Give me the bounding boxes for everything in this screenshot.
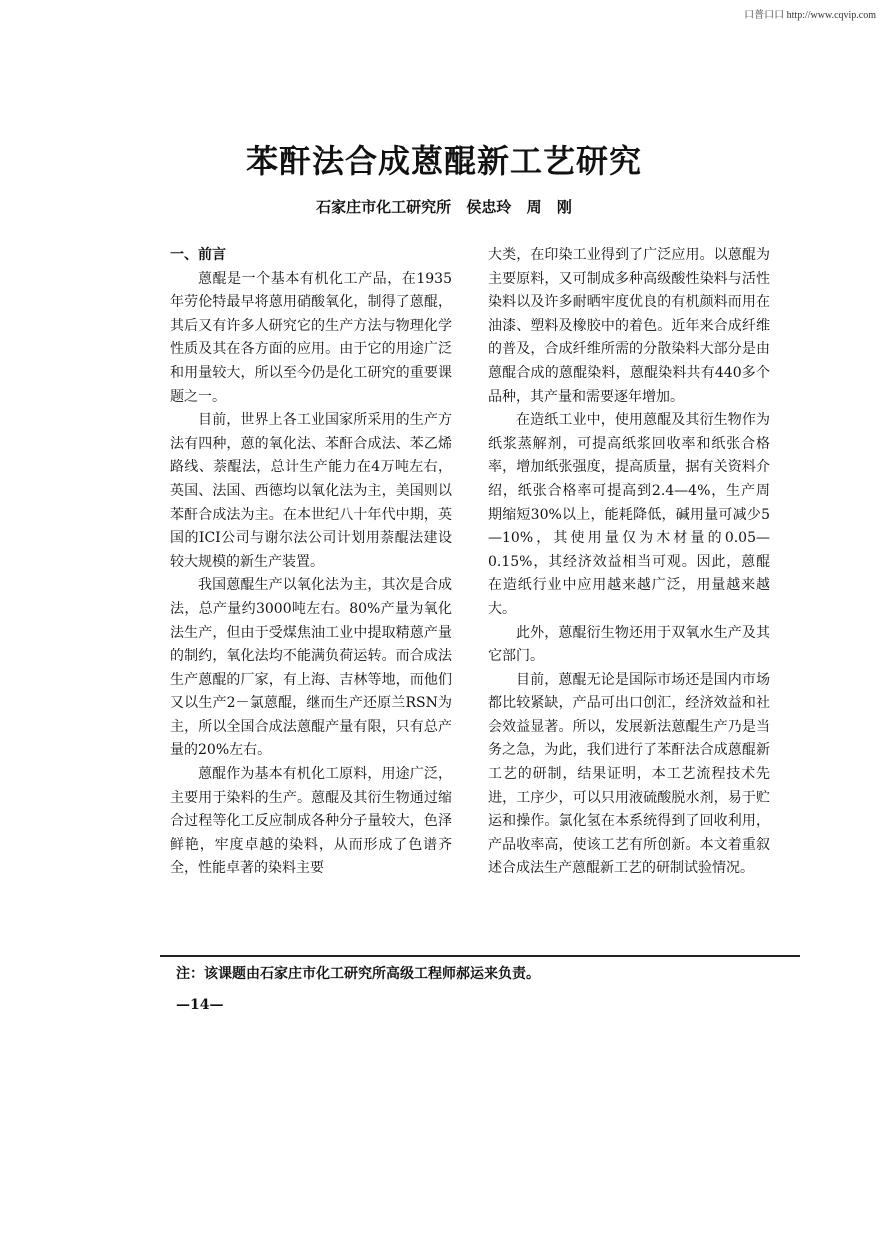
paragraph: 目前，世界上各工业国家所采用的生产方法有四种，蒽的氧化法、苯酐合成法、苯乙烯路线、萘醌法，总计生产能力在4万吨左右，英国、法国、西德均以氧化法为主，美国则以苯酐合成法为主。在本世纪八十年代中期，英国的ICI公司与谢尔法公司计划用萘醌法建设较大规模的新生产装置。 [170,412,452,570]
right-column [488,244,770,881]
paragraph: 我国蒽醌生产以氧化法为主，其次是合成法，总产量约3000吨左右。80%产量为氧化法生产，但由于受煤焦油工业中提取精蒽产量的制约，氧化法均不能满负荷运转。而合成法生产蒽醌的厂家，有上海、吉林等地，而他们又以生产2－氯蒽醌，继而生产还原兰RSN为主，所以全国合成法蒽醌产量有限，只有总产量的20%左右。 [170,577,452,759]
watermark-text: 口普口口 http://www.cqvip.com [744,10,876,21]
article-title: 苯酐法合成蒽醌新工艺研究 [245,142,642,180]
footnote-divider [160,955,800,957]
footnote: 注：该课题由石家庄市化工研究所高级工程师郝运来负责。 [176,966,540,982]
paragraph: 蒽醌是一个基本有机化工产品，在1935年劳伦特最早将蒽用硝酸氧化，制得了蒽醌，其后又有许多人研究它的生产方法与物理化学性质及其在各方面的应用。由于它的用途广泛和用量较大，所以至今仍是化工研究的重要课题之一。 [170,270,452,405]
author-line: 石家庄市化工研究所 侯忠玲 周 刚 [316,198,572,216]
paragraph: 目前，蒽醌无论是国际市场还是国内市场都比较紧缺，产品可出口创汇，经济效益和社会效益显著。所以，发展新法蒽醌生产乃是当务之急，为此，我们进行了苯酐法合成蒽醌新工艺的研制，结果证明，本工艺流程技术先进，工序少，可以只用液硫酸脱水剂，易于贮运和操作。氯化氢在本系统得到了回收利用，产品收率高，使该工艺有所创新。本文着重叙述合成法生产蒽醌新工艺的研制试验情况。 [488,671,770,877]
paragraph-continued: 大类，在印染工业得到了广泛应用。以蒽醌为主要原料，又可制成多种高级酸性染料与活性染料以及许多耐晒牢度优良的有机颜料而用在油漆、塑料及橡胶中的着色。近年来合成纤维的普及，合成纤维所需的分散染料大部分是由蒽醌合成的蒽醌染料，蒽醌染料共有440多个品种，其产量和需要逐年增加。 [488,247,770,405]
left-column [170,244,452,881]
paragraph: 在造纸工业中，使用蒽醌及其衍生物作为纸浆蒸解剂，可提高纸浆回收率和纸张合格率，增加纸张强度，提高质量，据有关资料介绍，纸张合格率可提高到2.4—4%，生产周期缩短30%以上，能耗降低，碱用量可减少5—10%，其使用量仅为木材量的0.05—0.15%，其经济效益相当可观。因此，蒽醌在造纸行业中应用越来越广泛，用量越来越大。 [488,412,770,617]
section-heading: 一、前言 [170,247,226,263]
page-number: —14— [176,997,224,1013]
paragraph: 此外，蒽醌衍生物还用于双氧水生产及其它部门。 [488,624,770,665]
paragraph: 蒽醌作为基本有机化工原料，用途广泛，主要用于染料的生产。蒽醌及其衍生物通过缩合过程等化工反应制成各种分子量较大，色泽鲜艳，牢度卓越的染料，从而形成了色谱齐全，性能卓著的染料主要 [170,766,452,877]
